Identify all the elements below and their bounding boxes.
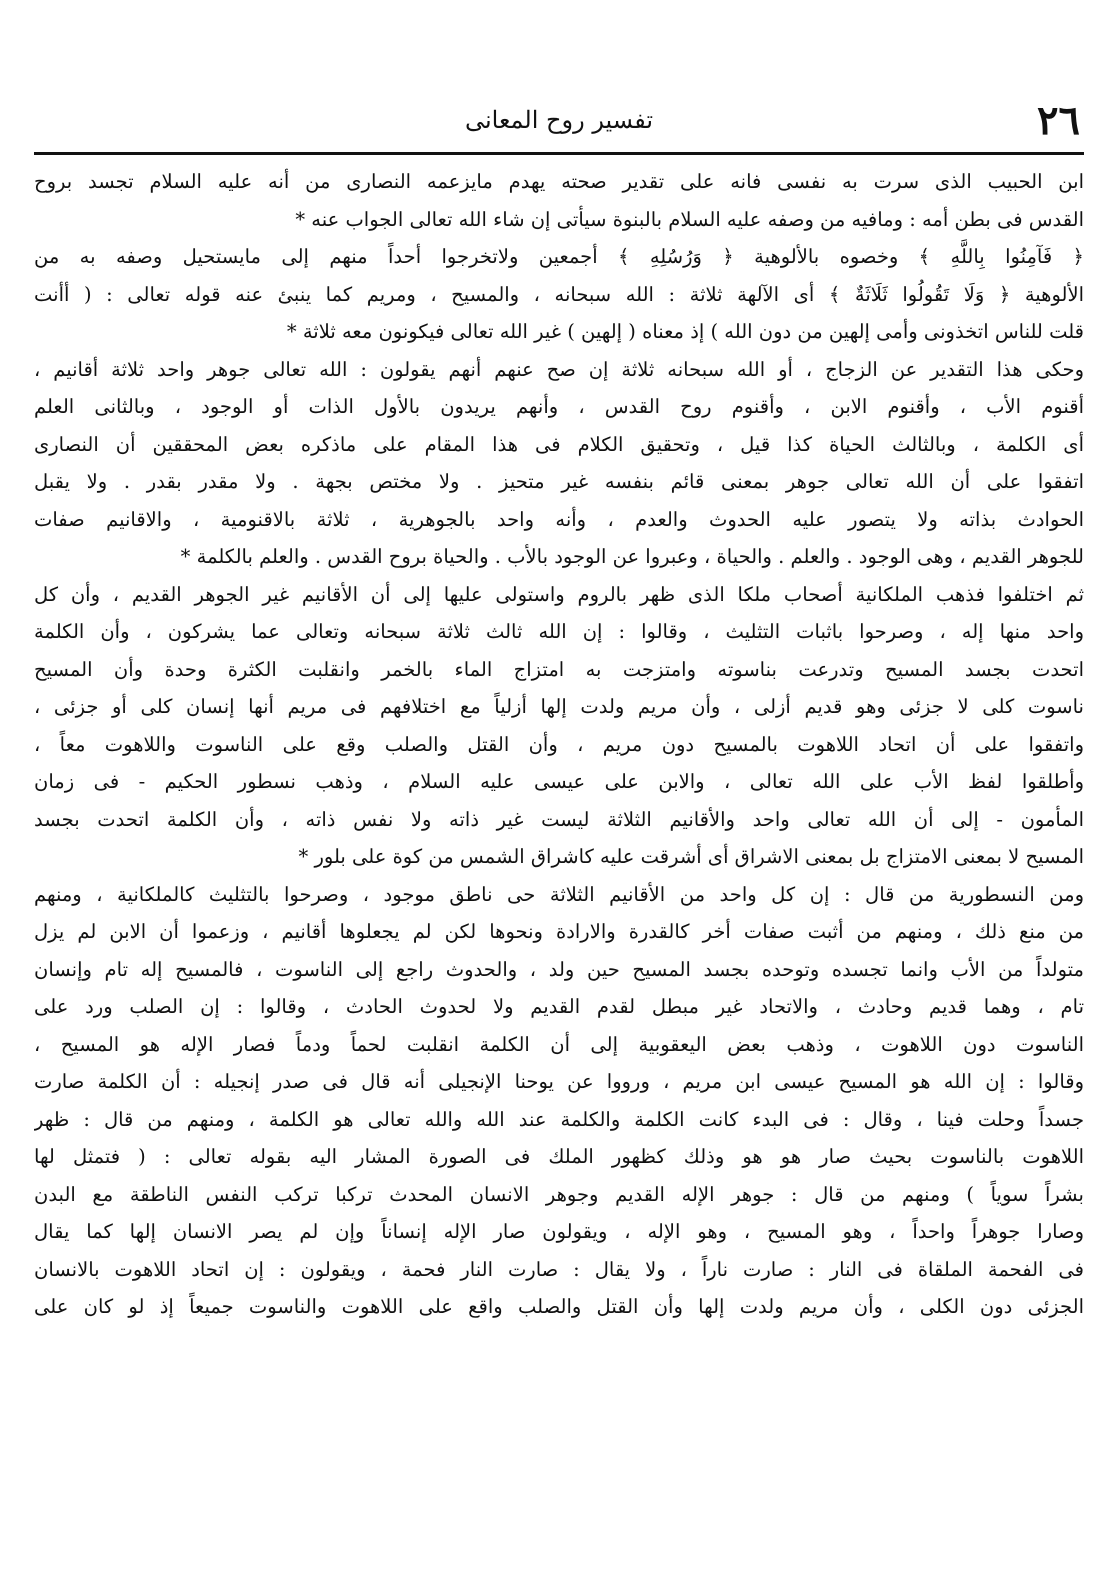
text-line: بشراً سوياً ) ومنهم من قال : جوهر الإله القديم وجوهر الانسان المحدث تركبا تركب النفس الناطقة مع البدن bbox=[34, 1182, 1084, 1206]
text-line: فى الفحمة الملقاة فى النار : صارت ناراً ، ولا يقال : صارت النار فحمة ، ويقولون : إن اتحاد اللاهوت بالانسان bbox=[34, 1257, 1084, 1281]
text-line: قلت للناس اتخذونى وأمى إلهين من دون الله ) إذ معناه ( إلهين ) غير الله تعالى فيكونون معه ثلاثة * bbox=[286, 320, 1084, 343]
text-line: ابن الحبيب الذى سرت به نفسى فانه على تقدير صحته يهدم مايزعمه النصارى من أنه عليه السلام تجسد بروح bbox=[34, 170, 1084, 193]
text-line: ﴿ فَآمِنُوا بِاللَّهِ ﴾ وخصوه بالألوهية ﴿ وَرُسُلِهِ ﴾ أجمعين ولاتخرجوا أحداً منهم إلى مايستحيل وصفه به من bbox=[34, 245, 1084, 268]
text-line: متولداً من الأب وانما تجسده وتوحده بجسد المسيح حين ولد ، والحدوث راجع إلى الناسوت ، فالمسيح إله تام وإنسان bbox=[34, 957, 1084, 981]
text-line: وحكى هذا التقدير عن الزجاج ، أو الله سبحانه ثلاثة إن صح عنهم أنهم يقولون : الله تعالى جوهر واحد ثلاثة أقانيم ، bbox=[34, 357, 1084, 381]
text-line: القدس فى بطن أمه : ومافيه من وصفه عليه السلام بالبنوة سيأتى إن شاء الله تعالى الجواب عنه * bbox=[295, 207, 1084, 231]
page bbox=[34, 92, 1084, 1562]
text-line: وأطلقوا لفظ الأب على الله تعالى ، والابن على عيسى عليه السلام ، وذهب نسطور الحكيم - فى زمان bbox=[34, 770, 1084, 793]
page-header bbox=[34, 92, 1084, 155]
running-title: تفسير روح المعانى bbox=[464, 106, 654, 134]
text-line: الألوهية ﴿ وَلَا تَقُولُوا ثَلَاثَةٌ ﴾ أى الآلهة ثلاثة : الله سبحانه ، والمسيح ، ومريم كما ينبئ عنه قوله تعالى : ( أأنت bbox=[34, 282, 1084, 306]
text-line: المسيح لا بمعنى الامتزاج بل بمعنى الاشراق أى أشرقت عليه كاشراق الشمس من كوة على بلور * bbox=[298, 845, 1084, 868]
text-line: الجزئى دون الكلى ، وأن مريم ولدت إلها وأن القتل والصلب واقع على اللاهوت والناسوت جميعاً إذ لو كان على bbox=[34, 1295, 1084, 1318]
text-line: ثم اختلفوا فذهب الملكانية أصحاب ملكا الذى ظهر بالروم واستولى عليها إلى أن الأقانيم غير الجوهر القديم ، وأن كل bbox=[34, 582, 1084, 606]
text-line: اتفقوا على أن الله تعالى جوهر بمعنى قائم بنفسه غير متحيز . ولا مختص بجهة . ولا مقدر بقدر . ولا يقبل bbox=[34, 470, 1084, 493]
text-line: ناسوت كلى لا جزئى وهو قديم أزلى ، وأن مريم ولدت إلها أزلياً مع اختلافهم فى مريم أنها إنسان كلى أو جزئى ، bbox=[34, 695, 1084, 718]
text-line: واتفقوا على أن اتحاد اللاهوت بالمسيح دون مريم ، وأن القتل والصلب وقع على الناسوت واللاهوت معاً ، bbox=[34, 732, 1084, 756]
text-line: الحوادث بذاته ولا يتصور عليه الحدوث والعدم ، وأنه واحد بالجوهرية ، ثلاثة بالاقنومية ، والاقانيم صفات bbox=[34, 507, 1084, 531]
body-text bbox=[34, 163, 1084, 1326]
text-line: واحد منها إله ، وصرحوا باثبات التثليث ، وقالوا : إن الله ثالث ثلاثة سبحانه وتعالى عما يشركون ، وأن الكلمة bbox=[34, 620, 1084, 643]
text-line: أى الكلمة ، وبالثالث الحياة كذا قيل ، وتحقيق الكلام فى هذا المقام على ماذكره بعض المحققين أن النصارى bbox=[34, 432, 1084, 456]
text-line: اللاهوت بالناسوت بحيث صار هو هو وذلك كظهور الملك فى الصورة المشار اليه بقوله تعالى : ( فتمثل لها bbox=[34, 1145, 1084, 1168]
text-line: الناسوت دون اللاهوت ، وذهب بعض اليعقوبية إلى أن الكلمة انقلبت لحماً ودماً فصار الإله هو المسيح ، bbox=[34, 1032, 1084, 1056]
text-line: تام ، وهما قديم وحادث ، والاتحاد غير مبطل لقدم القديم ولا لحدوث الحادث ، وقالوا : إن الصلب ورد على bbox=[34, 995, 1084, 1018]
text-line: وقالوا : إن الله هو المسيح عيسى ابن مريم ، ورووا عن يوحنا الإنجيلى أنه قال فى صدر إنجيله : أن الكلمة صارت bbox=[34, 1070, 1084, 1093]
text-line: المأمون - إلى أن الله تعالى واحد والأقانيم الثلاثة ليست غير ذاته ولا نفس ذاته ، وأن الكلمة اتحدت بجسد bbox=[34, 807, 1084, 831]
text-line: اتحدت بجسد المسيح وتدرعت بناسوته وامتزجت به امتزاج الماء بالخمر وانقلبت الكثرة وحدة وأن المسيح bbox=[34, 657, 1084, 681]
text-line: من منع ذلك ، ومنهم من أثبت صفات أخر كالقدرة والارادة ونحوها لكن لم يجعلوها أقانيم ، وزعموا أن الابن لم يزل bbox=[34, 920, 1084, 943]
text-line: وصارا جوهراً واحداً ، وهو المسيح ، وهو الإله ، ويقولون صار الإله إنساناً وإن لم يصر الانسان إلها كما يقال bbox=[34, 1220, 1084, 1243]
text-line: جسداً وحلت فينا ، وقال : فى البدء كانت الكلمة والكلمة عند الله والله تعالى هو الكلمة ، ومنهم من قال : ظهر bbox=[34, 1107, 1084, 1131]
text-line: ومن النسطورية من قال : إن كل واحد من الأقانيم الثلاثة حى ناطق موجود ، وصرحوا بالتثليث كالملكانية ، ومنهم bbox=[34, 882, 1084, 906]
page-number: ٢٦ bbox=[1037, 97, 1080, 144]
text-line: للجوهر القديم ، وهى الوجود . والعلم . والحياة ، وعبروا عن الوجود بالأب . والحياة بروح القدس . والعلم بالكلمة * bbox=[180, 545, 1084, 568]
text-line: أقنوم الأب ، وأقنوم الابن ، وأقنوم روح القدس ، وأنهم يريدون بالأول الذات أو الوجود ، وبالثانى العلم bbox=[34, 395, 1084, 418]
